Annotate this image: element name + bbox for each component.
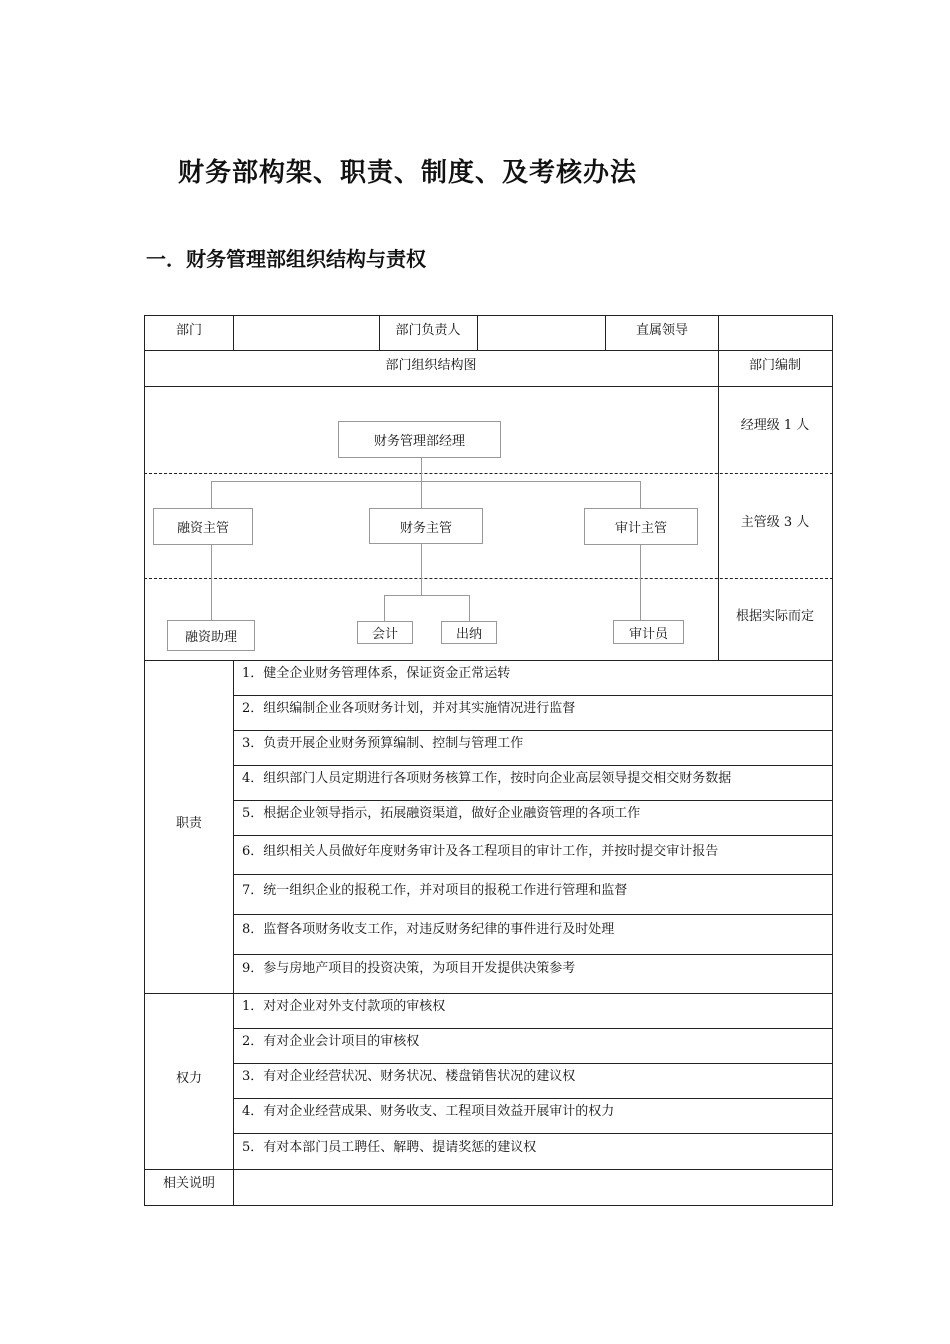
duty-item: 2．组织编制企业各项财务计划，并对其实施情况进行监督: [242, 701, 576, 716]
staffing-supervisor-level: 主管级 3 人: [740, 515, 810, 530]
power-item: 2．有对企业会计项目的审核权: [242, 1034, 420, 1049]
org-box-cashier: 出纳: [441, 621, 497, 644]
duty-item: 6．组织相关人员做好年度财务审计及各工程项目的审计工作，并按时提交审计报告: [242, 844, 719, 859]
duty-item: 7．统一组织企业的报税工作，并对项目的报税工作进行管理和监督: [242, 883, 628, 898]
dept-head-label: 部门负责人: [395, 323, 461, 338]
powers-label: 权力: [175, 1071, 203, 1086]
org-box-financing-supervisor: 融资主管: [153, 508, 253, 545]
dept-label: 部门: [175, 323, 203, 338]
power-item: 3．有对企业经营状况、财务状况、楼盘销售状况的建议权: [242, 1069, 576, 1084]
power-item: 5．有对本部门员工聘任、解聘、提请奖惩的建议权: [242, 1140, 537, 1155]
staffing-manager-level: 经理级 1 人: [740, 418, 810, 433]
power-item: 4．有对企业经营成果、财务收支、工程项目效益开展审计的权力: [242, 1104, 615, 1119]
document-title: 财务部构架、职责、制度、及考核办法: [178, 158, 638, 188]
staffing-label: 部门编制: [748, 358, 802, 373]
duty-item: 8．监督各项财务收支工作，对违反财务纪律的事件进行及时处理: [242, 922, 615, 937]
duty-item: 5．根据企业领导指示，拓展融资渠道，做好企业融资管理的各项工作: [242, 806, 641, 821]
org-box-finance-supervisor: 财务主管: [369, 508, 483, 544]
org-box-auditor: 审计员: [613, 620, 684, 644]
direct-leader-label: 直属领导: [635, 323, 689, 338]
section-heading: 一．财务管理部组织结构与责权: [146, 247, 426, 271]
duties-label: 职责: [175, 816, 203, 831]
duty-item: 1．健全企业财务管理体系，保证资金正常运转: [242, 666, 511, 681]
notes-label: 相关说明: [162, 1176, 216, 1191]
org-chart-label: 部门组织结构图: [385, 358, 477, 373]
duty-item: 3．负责开展企业财务预算编制、控制与管理工作: [242, 736, 524, 751]
power-item: 1．对对企业对外支付款项的审核权: [242, 999, 446, 1014]
org-box-audit-supervisor: 审计主管: [584, 508, 698, 545]
staffing-staff-level: 根据实际而定: [735, 609, 815, 624]
duty-item: 4．组织部门人员定期进行各项财务核算工作，按时向企业高层领导提交相交财务数据: [242, 771, 732, 786]
org-box-finance-manager: 财务管理部经理: [338, 421, 501, 458]
duty-item: 9．参与房地产项目的投资决策，为项目开发提供决策参考: [242, 961, 576, 976]
org-box-accountant: 会计: [357, 621, 413, 644]
org-box-financing-assistant: 融资助理: [167, 620, 255, 651]
